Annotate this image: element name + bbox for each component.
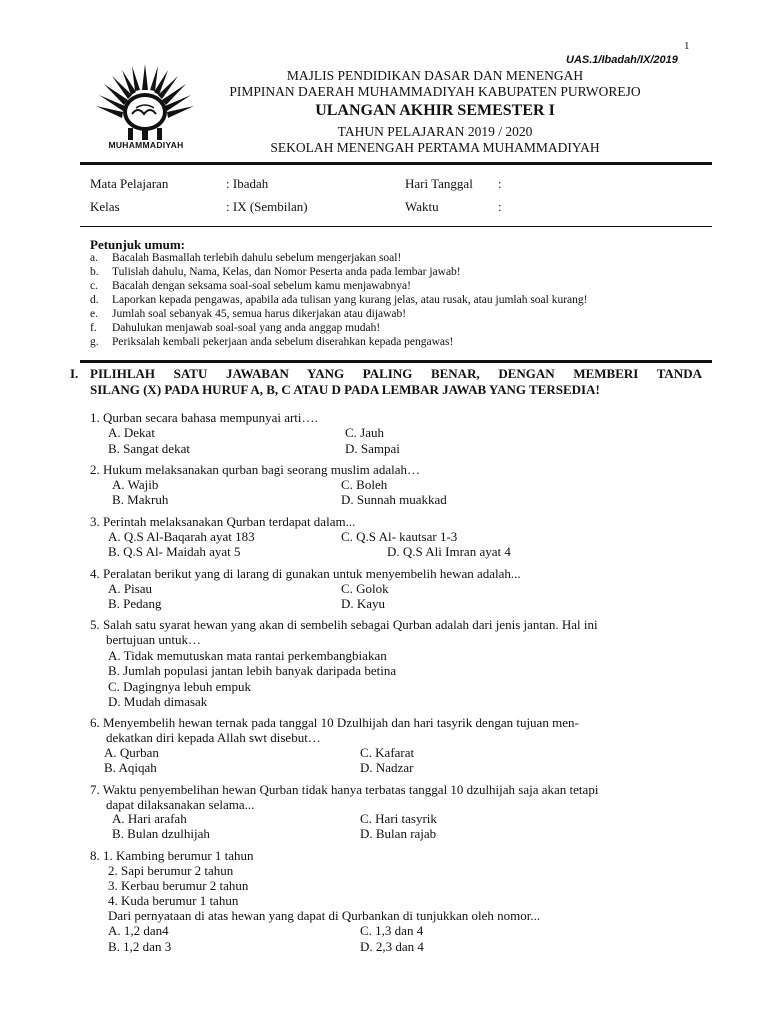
exam-title: ULANGAN AKHIR SEMESTER I [315,102,555,119]
option-d: D. Sampai [345,441,400,456]
muhammadiyah-logo [92,62,198,154]
option-d: D. Q.S Ali Imran ayat 4 [387,544,511,559]
option-c: C. Golok [341,581,389,596]
section-instruction-line1: PILIHLAH SATU JAWABAN YANG PALING BENAR, DENGAN MEMBERI TANDA [90,366,702,381]
instruction-item: b. Tulislah dahulu, Nama, Kelas, dan Nomor Peserta anda pada lembar jawab! [90,266,461,278]
class-value: : IX (Sembilan) [226,199,308,214]
day-label: Hari Tanggal [405,176,473,191]
document-code: UAS.1/Ibadah/IX/2019 [566,54,678,66]
option-d: D. 2,3 dan 4 [360,939,424,954]
option-b: B. Jumlah populasi jantan lebih banyak daripada betina [108,663,397,678]
option-b: B. Makruh [112,492,169,507]
option-b: B. Pedang [108,596,162,611]
section-divider [80,360,712,363]
instruction-item: e. Jumlah soal sebanyak 45, semua harus dikerjakan atau dijawab! [90,308,407,320]
page-number: 1 [684,40,690,52]
option-d: D. Bulan rajab [360,826,437,841]
time-label: Waktu [405,199,439,214]
question-6: 6. Menyembelih hewan ternak pada tanggal 10 Dzulhijah dan hari tasyrik dengan tujuan men- [90,715,579,730]
header-line-pimpinan: PIMPINAN DAERAH MUHAMMADIYAH KABUPATEN PURWOREJO [229,84,641,99]
option-a: A. Dekat [108,425,155,440]
question-7-continued: dapat dilaksanakan selama... [106,797,255,812]
question-7: 7. Waktu penyembelihan hewan Qurban tidak hanya terbatas tanggal 10 dzulhijah saja akan tetapi [90,782,599,797]
option-b: B. Aqiqah [104,760,157,775]
option-a: A. 1,2 dan4 [108,923,169,938]
option-c: C. Q.S Al- kautsar 1-3 [341,529,458,544]
option-a: A. Q.S Al-Baqarah ayat 183 [108,529,255,544]
question-3: 3. Perintah melaksanakan Qurban terdapat dalam... [90,514,356,529]
statement-4: 4. Kuda berumur 1 tahun [108,893,239,908]
day-value: : [498,176,502,191]
subject-value: : Ibadah [226,176,269,191]
section-instruction-line2: SILANG (X) PADA HURUF A, B, C ATAU D PADA LEMBAR JAWAB YANG TERSEDIA! [90,382,600,397]
option-b: B. Bulan dzulhijah [112,826,210,841]
instructions-title: Petunjuk umum: [90,237,185,252]
question-8-prompt: Dari pernyataan di atas hewan yang dapat di Qurbankan di tunjukkan oleh nomor... [108,908,541,923]
info-divider [80,226,712,227]
option-c: C. Hari tasyrik [360,811,437,826]
section-number: I. [70,366,79,381]
option-b: B. Sangat dekat [108,441,190,456]
class-label: Kelas [90,199,120,214]
question-1: 1. Qurban secara bahasa mempunyai arti…. [90,410,318,425]
statement-3: 3. Kerbau berumur 2 tahun [108,878,249,893]
option-b: B. 1,2 dan 3 [108,939,172,954]
option-a: A. Tidak memutuskan mata rantai perkembangbiakan [108,648,387,663]
instruction-item: a. Bacalah Basmallah terlebih dahulu sebelum mengerjakan soal! [90,252,402,264]
header-divider [80,162,712,165]
academic-year: TAHUN PELAJARAN 2019 / 2020 [337,124,533,139]
instruction-item: f. Dahulukan menjawab soal-soal yang anda anggap mudah! [90,322,381,334]
instruction-item: d. Laporkan kepada pengawas, apabila ada tulisan yang kurang jelas, atau rusak, atau jumlah soal kurang! [90,294,588,306]
school-name: SEKOLAH MENENGAH PERTAMA MUHAMMADIYAH [270,140,600,155]
option-a: A. Hari arafah [112,811,187,826]
question-5-continued: bertujuan untuk… [106,632,201,647]
option-a: A. Pisau [108,581,153,596]
question-4: 4. Peralatan berikut yang di larang di gunakan untuk menyembelih hewan adalah... [90,566,521,581]
question-8: 8. 1. Kambing berumur 1 tahun [90,848,254,863]
option-a: A. Qurban [104,745,159,760]
question-5: 5. Salah satu syarat hewan yang akan di sembelih sebagai Qurban adalah dari jenis jantan. Hal ini [90,617,598,632]
header-line-majlis: MAJLIS PENDIDIKAN DASAR DAN MENENGAH [286,68,584,83]
question-6-continued: dekatkan diri kepada Allah swt disebut… [106,730,321,745]
time-value: : [498,199,502,214]
option-b: B. Q.S Al- Maidah ayat 5 [108,544,241,559]
option-d: D. Sunnah muakkad [341,492,447,507]
logo-text: MUHAMMADIYAH [108,140,184,150]
option-d: D. Nadzar [360,760,414,775]
option-c: C. Jauh [345,425,384,440]
option-d: D. Mudah dimasak [108,694,208,709]
option-c: C. Kafarat [360,745,415,760]
option-a: A. Wajib [112,477,159,492]
question-2: 2. Hukum melaksanakan qurban bagi seorang muslim adalah… [90,462,420,477]
option-d: D. Kayu [341,596,386,611]
option-c: C. Boleh [341,477,388,492]
option-c: C. Dagingnya lebuh empuk [108,679,251,694]
statement-2: 2. Sapi berumur 2 tahun [108,863,234,878]
instruction-item: g. Periksalah kembali pekerjaan anda sebelum diserahkan kepada pengawas! [90,336,454,348]
option-c: C. 1,3 dan 4 [360,923,424,938]
subject-label: Mata Pelajaran [90,176,169,191]
instruction-item: c. Bacalah dengan seksama soal-soal sebelum kamu menjawabnya! [90,280,411,292]
